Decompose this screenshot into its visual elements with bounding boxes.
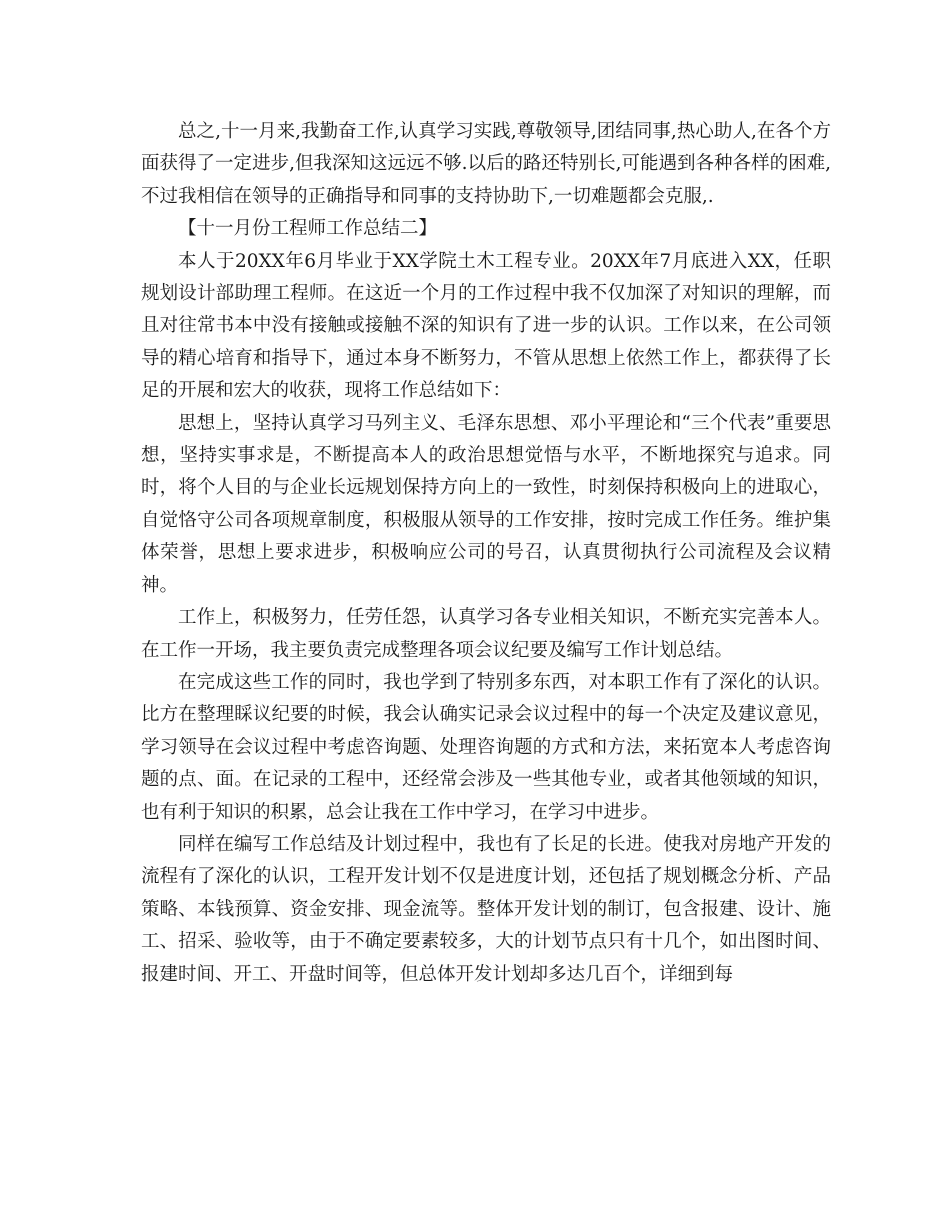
paragraph-planning: 同样在编写工作总结及计划过程中，我也有了长足的长进。使我对房地产开发的流程有了深化的认识，工程开发计划不仅是进度计划，还包括了规划概念分析、产品策略、本钱预算、资金安排、现金流等。整体开发计划的制订，包含报建、设计、施工、招采、验收等，由于不确定要素较多，大的计划节点只有十几个，如出图时间、报建时间、开工、开盘时间等，但总体开发计划却多达几百个，详细到每: [141, 833, 831, 985]
document-body: [141, 116, 831, 991]
paragraph-intro: 本人于20XX年6月毕业于XX学院土木工程专业。20XX年7月底进入XX，任职规划设计部助理工程师。在这近一个月的工作过程中我不仅加深了对知识的理解，而且对往常书本中没有接触或接触不深的知识有了进一步的认识。工作以来，在公司领导的精心培育和指导下，通过本身不断努力，不管从思想上依然工作上，都获得了长足的开展和宏大的收获，现将工作总结如下：: [141, 250, 831, 402]
paragraph-summary: 总之,十一月来,我勤奋工作,认真学习实践,尊敬领导,团结同事,热心助人,在各个方面获得了一定进步,但我深知这远远不够.以后的路还特别长,可能遇到各种各样的困难,不过我相信在领导的正确指导和同事的支持协助下,一切难题都会克服,.: [141, 121, 831, 207]
paragraph-learning: 在完成这些工作的同时，我也学到了特别多东西，对本职工作有了深化的认识。比方在整理睬议纪要的时候，我会认确实记录会议过程中的每一个决定及建议意见，学习领导在会议过程中考虑咨询题、处理咨询题的方式和方法，来拓宽本人考虑咨询题的点、面。在记录的工程中，还经常会涉及一些其他专业，或者其他领域的知识，也有利于知识的积累，总会让我在工作中学习，在学习中进步。: [141, 671, 831, 823]
paragraph-work: 工作上，积极努力，任劳任怨，认真学习各专业相关知识，不断充实完善本人。在工作一开场，我主要负责完成整理各项会议纪要及编写工作计划总结。: [141, 607, 831, 661]
paragraph-ideology: 思想上，坚持认真学习马列主义、毛泽东思想、邓小平理论和“三个代表”重要思想，坚持实事求是，不断提高本人的政治思想觉悟与水平，不断地探究与追求。同时，将个人目的与企业长远规划保持方向上的一致性，时刻保持积极向上的进取心，自觉恪守公司各项规章制度，积极服从领导的工作安排，按时完成工作任务。维护集体荣誉，思想上要求进步，积极响应公司的号召，认真贯彻执行公司流程及会议精神。: [141, 412, 831, 596]
section-heading: 【十一月份工程师工作总结二】: [178, 218, 438, 240]
